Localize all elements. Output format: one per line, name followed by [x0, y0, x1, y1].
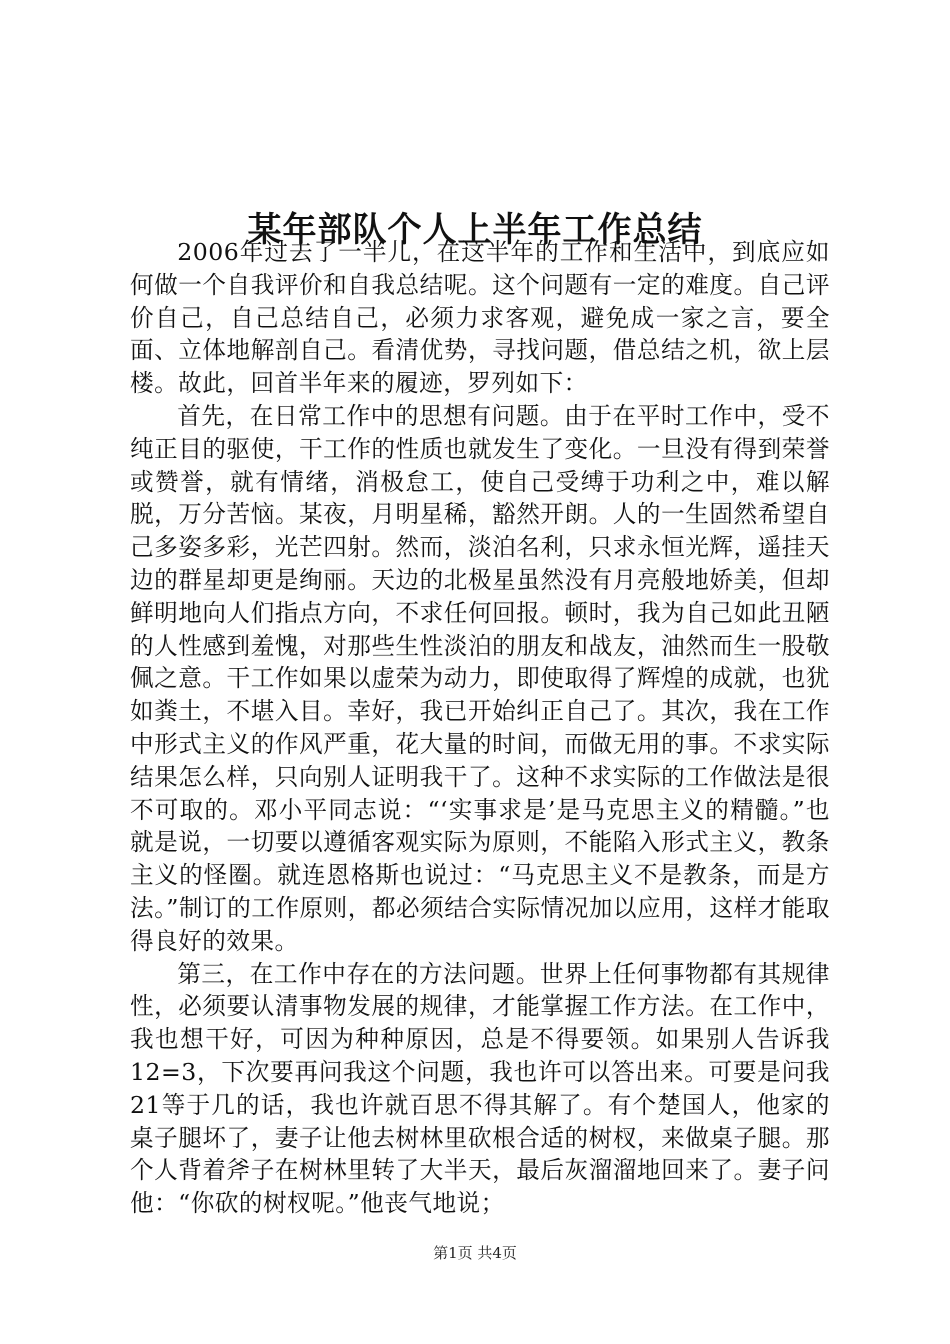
paragraph-third: 第三，在工作中存在的方法问题。世界上任何事物都有其规律性，必须要认清事物发展的规律，才能掌握工作方法。在工作中，我也想干好，可因为种种原因，总是不得要领。如果别人告诉我12=3，下次要再问我这个问题，我也许可以答出来。可要是问我21等于几的话，我也许就百思不得其解了。有个楚国人，他家的桌子腿坏了，妻子让他去树林里砍根合适的树杈，来做桌子腿。那个人背着斧子在树林里转了大半天，最后灰溜溜地回来了。妻子问他：“你砍的树杈呢。”他丧气地说； [130, 959, 830, 1218]
document-title: 某年部队个人上半年工作总结 [247, 209, 703, 250]
paragraph-intro: 2006年过去了一半儿，在这半年的工作和生活中，到底应如何做一个自我评价和自我总结呢。这个问题有一定的难度。自己评价自己，自己总结自己，必须力求客观，避免成一家之言，要全面、立体地解剖自己。看清优势，寻找问题，借总结之机，欲上层楼。故此，回首半年来的履迹，罗列如下： [130, 238, 830, 398]
paragraph-first-second: 首先，在日常工作中的思想有问题。由于在平时工作中，受不纯正目的驱使，干工作的性质也就发生了变化。一旦没有得到荣誉或赞誉，就有情绪，消极怠工，使自己受缚于功利之中，难以解脱，万分苦恼。某夜，月明星稀，豁然开朗。人的一生固然希望自己多姿多彩，光芒四射。然而，淡泊名利，只求永恒光辉，遥挂天边的群星却更是绚丽。天边的北极星虽然没有月亮般地娇美，但却鲜明地向人们指点方向，不求任何回报。顿时，我为自己如此丑陋的人性感到羞愧，对那些生性淡泊的朋友和战友，油然而生一股敬佩之意。干工作如果以虚荣为动力，即使取得了辉煌的成就，也犹如粪土，不堪入目。幸好，我已开始纠正自己了。其次，我在工作中形式主义的作风严重，花大量的时间，而做无用的事。不求实际结果怎么样，只向别人证明我干了。这种不求实际的工作做法是很不可取的。邓小平同志说：“‘实事求是’是马克思主义的精髓。”也就是说，一切要以遵循客观实际为原则，不能陷入形式主义，教条主义的怪圈。就连恩格斯也说过：“马克思主义不是教条，而是方法。”制订的工作原则，都必须结合实际情况加以应用，这样才能取得良好的效果。 [130, 401, 830, 955]
document-body [130, 236, 830, 1220]
page-footer: 第1页 共4页 [433, 1244, 517, 1262]
